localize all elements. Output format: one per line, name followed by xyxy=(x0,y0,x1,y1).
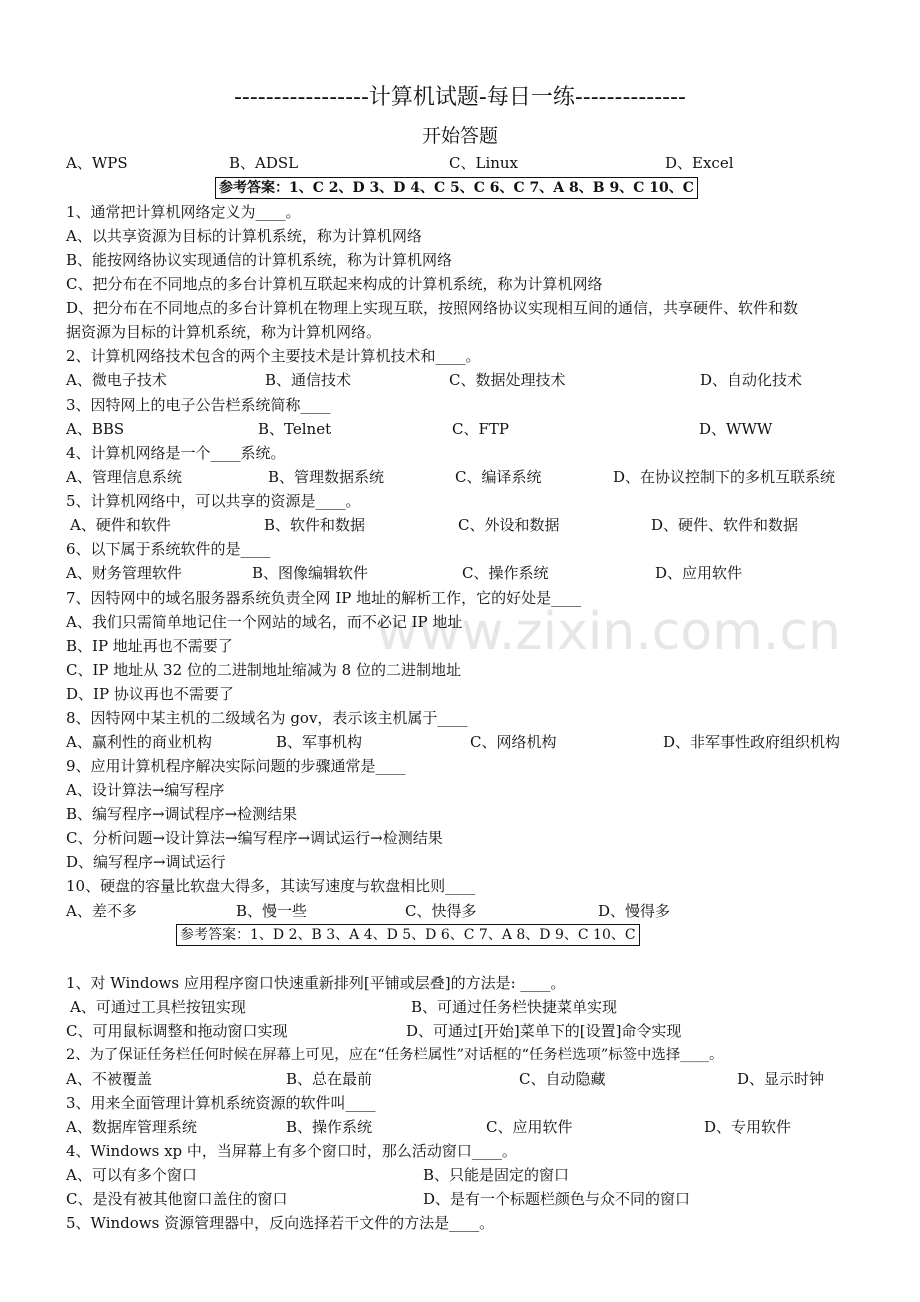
s1-q3-option-b: B、Telnet xyxy=(258,420,332,438)
s1-q2-option-b: B、通信技术 xyxy=(265,371,352,389)
s1-q5-option-c: C、外设和数据 xyxy=(458,516,560,534)
page-subtitle: 开始答题 xyxy=(421,125,498,147)
answer-key-2: 参考答案：1、D 2、B 3、A 4、D 5、D 6、C 7、A 8、D 9、C 10、C xyxy=(176,924,640,946)
top-option-a: A、WPS xyxy=(66,154,128,172)
s1-q2-option-a: A、微电子技术 xyxy=(66,371,167,389)
s1-q2-option-c: C、数据处理技术 xyxy=(449,371,566,389)
s1-q7-option-c: C、IP 地址从 32 位的二进制地址缩减为 8 位的二进制地址 xyxy=(66,661,461,679)
s2-q3-option-d: D、专用软件 xyxy=(704,1118,792,1136)
s1-q7-option-d: D、IP 协议再也不需要了 xyxy=(66,685,234,703)
s2-q4-option-a: A、可以有多个窗口 xyxy=(66,1166,197,1184)
s1-q6: 6、以下属于系统软件的是____ xyxy=(66,540,271,558)
s1-q8-option-a: A、赢利性的商业机构 xyxy=(66,733,212,751)
s1-q1-option-d-line2: 据资源为目标的计算机系统，称为计算机网络。 xyxy=(66,323,382,341)
s1-q8-option-c: C、网络机构 xyxy=(470,733,557,751)
s2-q1: 1、对 Windows 应用程序窗口快速重新排列[平铺或层叠]的方法是: ____。 xyxy=(66,974,566,992)
page-title: -----------------计算机试题-每日一练-------------- xyxy=(233,85,687,110)
s1-q10-option-d: D、慢得多 xyxy=(598,902,671,920)
s1-q4-option-a: A、管理信息系统 xyxy=(66,468,182,486)
s2-q2-option-b: B、总在最前 xyxy=(286,1070,373,1088)
s1-q3-option-d: D、WWW xyxy=(699,420,773,438)
s1-q4-option-b: B、管理数据系统 xyxy=(268,468,385,486)
s1-q1-option-b: B、能按网络协议实现通信的计算机系统，称为计算机网络 xyxy=(66,251,453,269)
s2-q4-option-b: B、只能是固定的窗口 xyxy=(423,1166,570,1184)
s1-q4-option-d: D、在协议控制下的多机互联系统 xyxy=(613,468,836,486)
s1-q4: 4、计算机网络是一个____系统。 xyxy=(66,444,286,462)
s1-q1-option-a: A、以共享资源为目标的计算机系统，称为计算机网络 xyxy=(66,227,422,245)
s2-q1-option-d: D、可通过[开始]菜单下的[设置]命令实现 xyxy=(406,1022,682,1040)
s2-q2-option-c: C、自动隐藏 xyxy=(519,1070,606,1088)
s1-q5-option-d: D、硬件、软件和数据 xyxy=(651,516,799,534)
s1-q9-option-b: B、编写程序→调试程序→检测结果 xyxy=(66,805,298,823)
s1-q3-option-c: C、FTP xyxy=(452,420,509,438)
s2-q3: 3、用来全面管理计算机系统资源的软件叫____ xyxy=(66,1094,376,1112)
s1-q9: 9、应用计算机程序解决实际问题的步骤通常是____ xyxy=(66,757,406,775)
s2-q2-option-d: D、显示时钟 xyxy=(737,1070,825,1088)
top-option-b: B、ADSL xyxy=(229,154,299,172)
top-option-c: C、Linux xyxy=(449,154,519,172)
s2-q1-option-c: C、可用鼠标调整和拖动窗口实现 xyxy=(66,1022,288,1040)
s1-q2: 2、计算机网络技术包含的两个主要技术是计算机技术和____。 xyxy=(66,347,481,365)
s1-q10-option-a: A、差不多 xyxy=(66,902,137,920)
s1-q7-option-b: B、IP 地址再也不需要了 xyxy=(66,637,233,655)
s2-q3-option-a: A、数据库管理系统 xyxy=(66,1118,197,1136)
s1-q8-option-d: D、非军事性政府组织机构 xyxy=(663,733,841,751)
s1-q6-option-b: B、图像编辑软件 xyxy=(252,564,369,582)
s2-q5: 5、Windows 资源管理器中，反向选择若干文件的方法是____。 xyxy=(66,1214,495,1232)
s1-q9-option-d: D、编写程序→调试运行 xyxy=(66,853,226,871)
watermark: www.zixin.com.cn xyxy=(376,602,841,662)
s1-q2-option-d: D、自动化技术 xyxy=(700,371,803,389)
s1-q4-option-c: C、编译系统 xyxy=(455,468,542,486)
s1-q6-option-a: A、财务管理软件 xyxy=(66,564,182,582)
s2-q4-option-c: C、是没有被其他窗口盖住的窗口 xyxy=(66,1190,288,1208)
s2-q4-option-d: D、是有一个标题栏颜色与众不同的窗口 xyxy=(423,1190,691,1208)
s1-q5-option-a: A、硬件和软件 xyxy=(70,516,171,534)
answer-key-1: 参考答案：1、C 2、D 3、D 4、C 5、C 6、C 7、A 8、B 9、C 10、C xyxy=(215,177,698,199)
s1-q8: 8、因特网中某主机的二级域名为 gov，表示该主机属于____ xyxy=(66,709,468,727)
s1-q10-option-c: C、快得多 xyxy=(405,902,477,920)
s2-q1-option-b: B、可通过任务栏快捷菜单实现 xyxy=(411,998,618,1016)
s1-q9-option-a: A、设计算法→编写程序 xyxy=(66,781,225,799)
s1-q1-option-d-line1: D、把分布在不同地点的多台计算机在物理上实现互联，按照网络协议实现相互间的通信，共享硬件、软件和数 xyxy=(66,299,799,317)
s1-q5: 5、计算机网络中，可以共享的资源是____。 xyxy=(66,492,361,510)
s2-q3-option-c: C、应用软件 xyxy=(486,1118,573,1136)
s2-q2-option-a: A、不被覆盖 xyxy=(66,1070,152,1088)
s1-q1-option-c: C、把分布在不同地点的多台计算机互联起来构成的计算机系统，称为计算机网络 xyxy=(66,275,603,293)
s1-q5-option-b: B、软件和数据 xyxy=(264,516,366,534)
s2-q3-option-b: B、操作系统 xyxy=(286,1118,373,1136)
s1-q7: 7、因特网中的域名服务器系统负责全网 IP 地址的解析工作，它的好处是____ xyxy=(66,589,582,607)
s1-q8-option-b: B、军事机构 xyxy=(276,733,363,751)
s1-q3-option-a: A、BBS xyxy=(66,420,125,438)
s2-q1-option-a: A、可通过工具栏按钮实现 xyxy=(70,998,246,1016)
s1-q3: 3、因特网上的电子公告栏系统简称____ xyxy=(66,396,331,414)
s1-q6-option-d: D、应用软件 xyxy=(655,564,743,582)
s1-q10: 10、硬盘的容量比软盘大得多，其读写速度与软盘相比则____ xyxy=(66,877,476,895)
s2-q4: 4、Windows xp 中，当屏幕上有多个窗口时，那么活动窗口____。 xyxy=(66,1142,517,1160)
s1-q1: 1、通常把计算机网络定义为____。 xyxy=(66,203,301,221)
s1-q7-option-a: A、我们只需简单地记住一个网站的域名，而不必记 IP 地址 xyxy=(66,613,463,631)
s1-q6-option-c: C、操作系统 xyxy=(462,564,549,582)
s1-q10-option-b: B、慢一些 xyxy=(236,902,308,920)
s2-q2: 2、为了保证任务栏任何时候在屏幕上可见，应在“任务栏属性”对话框的“任务栏选项”标签中选择____。 xyxy=(66,1047,724,1063)
top-option-d: D、Excel xyxy=(665,154,734,172)
s1-q9-option-c: C、分析问题→设计算法→编写程序→调试运行→检测结果 xyxy=(66,829,443,847)
